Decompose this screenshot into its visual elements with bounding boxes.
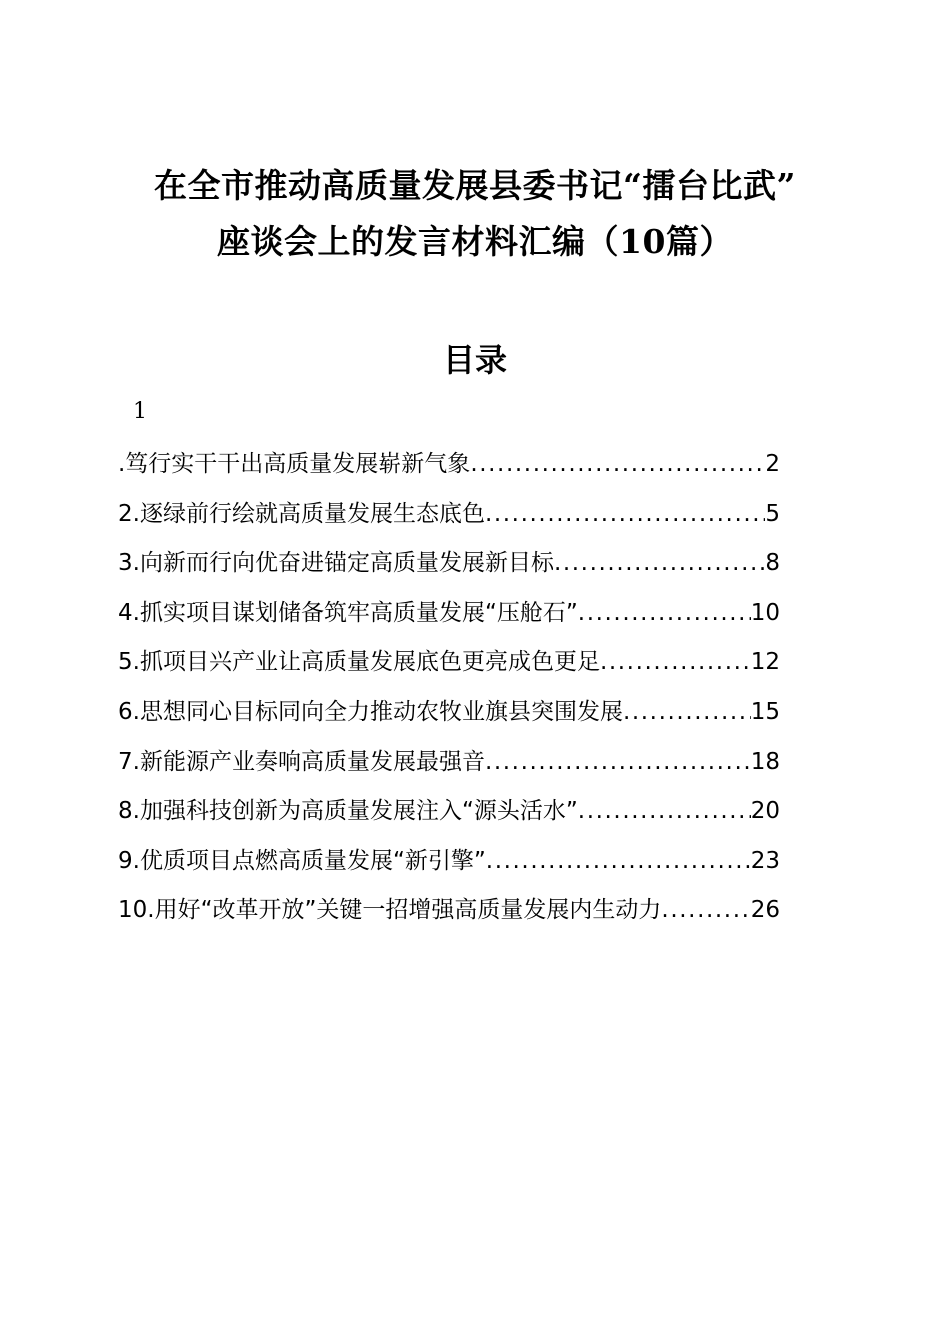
toc-item-text: 2.逐绿前行绘就高质量发展生态底色 [118,500,485,527]
toc-leader-dots [554,539,765,589]
toc-item-page: 10 [750,599,780,626]
toc-leader-dots [578,589,751,639]
toc-item-page: 15 [750,698,780,725]
toc-leader-dots [485,738,751,788]
toc-item-text: 4.抓实项目谋划储备筑牢高质量发展“压舱石” [118,599,578,626]
toc-leader-dots [578,787,751,837]
toc-leader-dots [600,638,751,688]
toc-item-text: 8.加强科技创新为高质量发展注入“源头活水” [118,798,578,825]
toc-item[interactable] [118,638,780,688]
toc-item-page: 2 [765,451,780,477]
toc-item[interactable] [118,787,780,837]
toc-item-page: 20 [750,798,780,825]
toc-leader-dots [486,837,751,887]
toc-item[interactable] [118,589,780,639]
toc-list [118,440,780,936]
toc-item-text: 9.优质项目点燃高质量发展“新引擎” [118,847,486,874]
toc-item-text: 10.用好“改革开放”关键一招增强高质量发展内生动力 [118,897,662,924]
toc-leader-dots [485,490,765,540]
toc-item[interactable] [118,490,780,540]
document-title-line-1: 在全市推动高质量发展县委书记“擂台比武” [154,166,796,205]
toc-heading: 目录 [442,341,507,379]
toc-item-page: 5 [765,500,780,527]
toc-item[interactable] [118,440,780,490]
toc-item-page: 26 [750,897,780,924]
toc-item-text: 3.向新而行向优奋进锚定高质量发展新目标 [118,550,554,577]
toc-leader-dots [623,688,751,738]
toc-leader-dots [661,886,750,936]
toc-item-text: 5.抓项目兴产业让高质量发展底色更亮成色更足 [118,649,600,676]
toc-item-page: 23 [750,847,780,874]
toc-item-page: 18 [750,748,780,775]
toc-leader-dots [470,440,765,490]
toc-item[interactable] [118,886,780,936]
toc-item-page: 8 [765,550,780,577]
toc-item-text: 7.新能源产业奏响高质量发展最强音 [118,748,485,775]
toc-item[interactable] [118,738,780,788]
toc-item-text: 6.思想同心目标同向全力推动农牧业旗县突围发展 [118,698,623,725]
toc-item[interactable] [118,539,780,589]
toc-item[interactable] [118,688,780,738]
toc-item-text: .笃行实干干出高质量发展崭新气象 [118,451,471,477]
toc-item-page: 12 [750,649,780,676]
toc-item[interactable] [118,837,780,887]
document-title-line-2: 座谈会上的发言材料汇编（10篇） [217,222,733,261]
toc-orphan-number: 1 [133,399,147,424]
